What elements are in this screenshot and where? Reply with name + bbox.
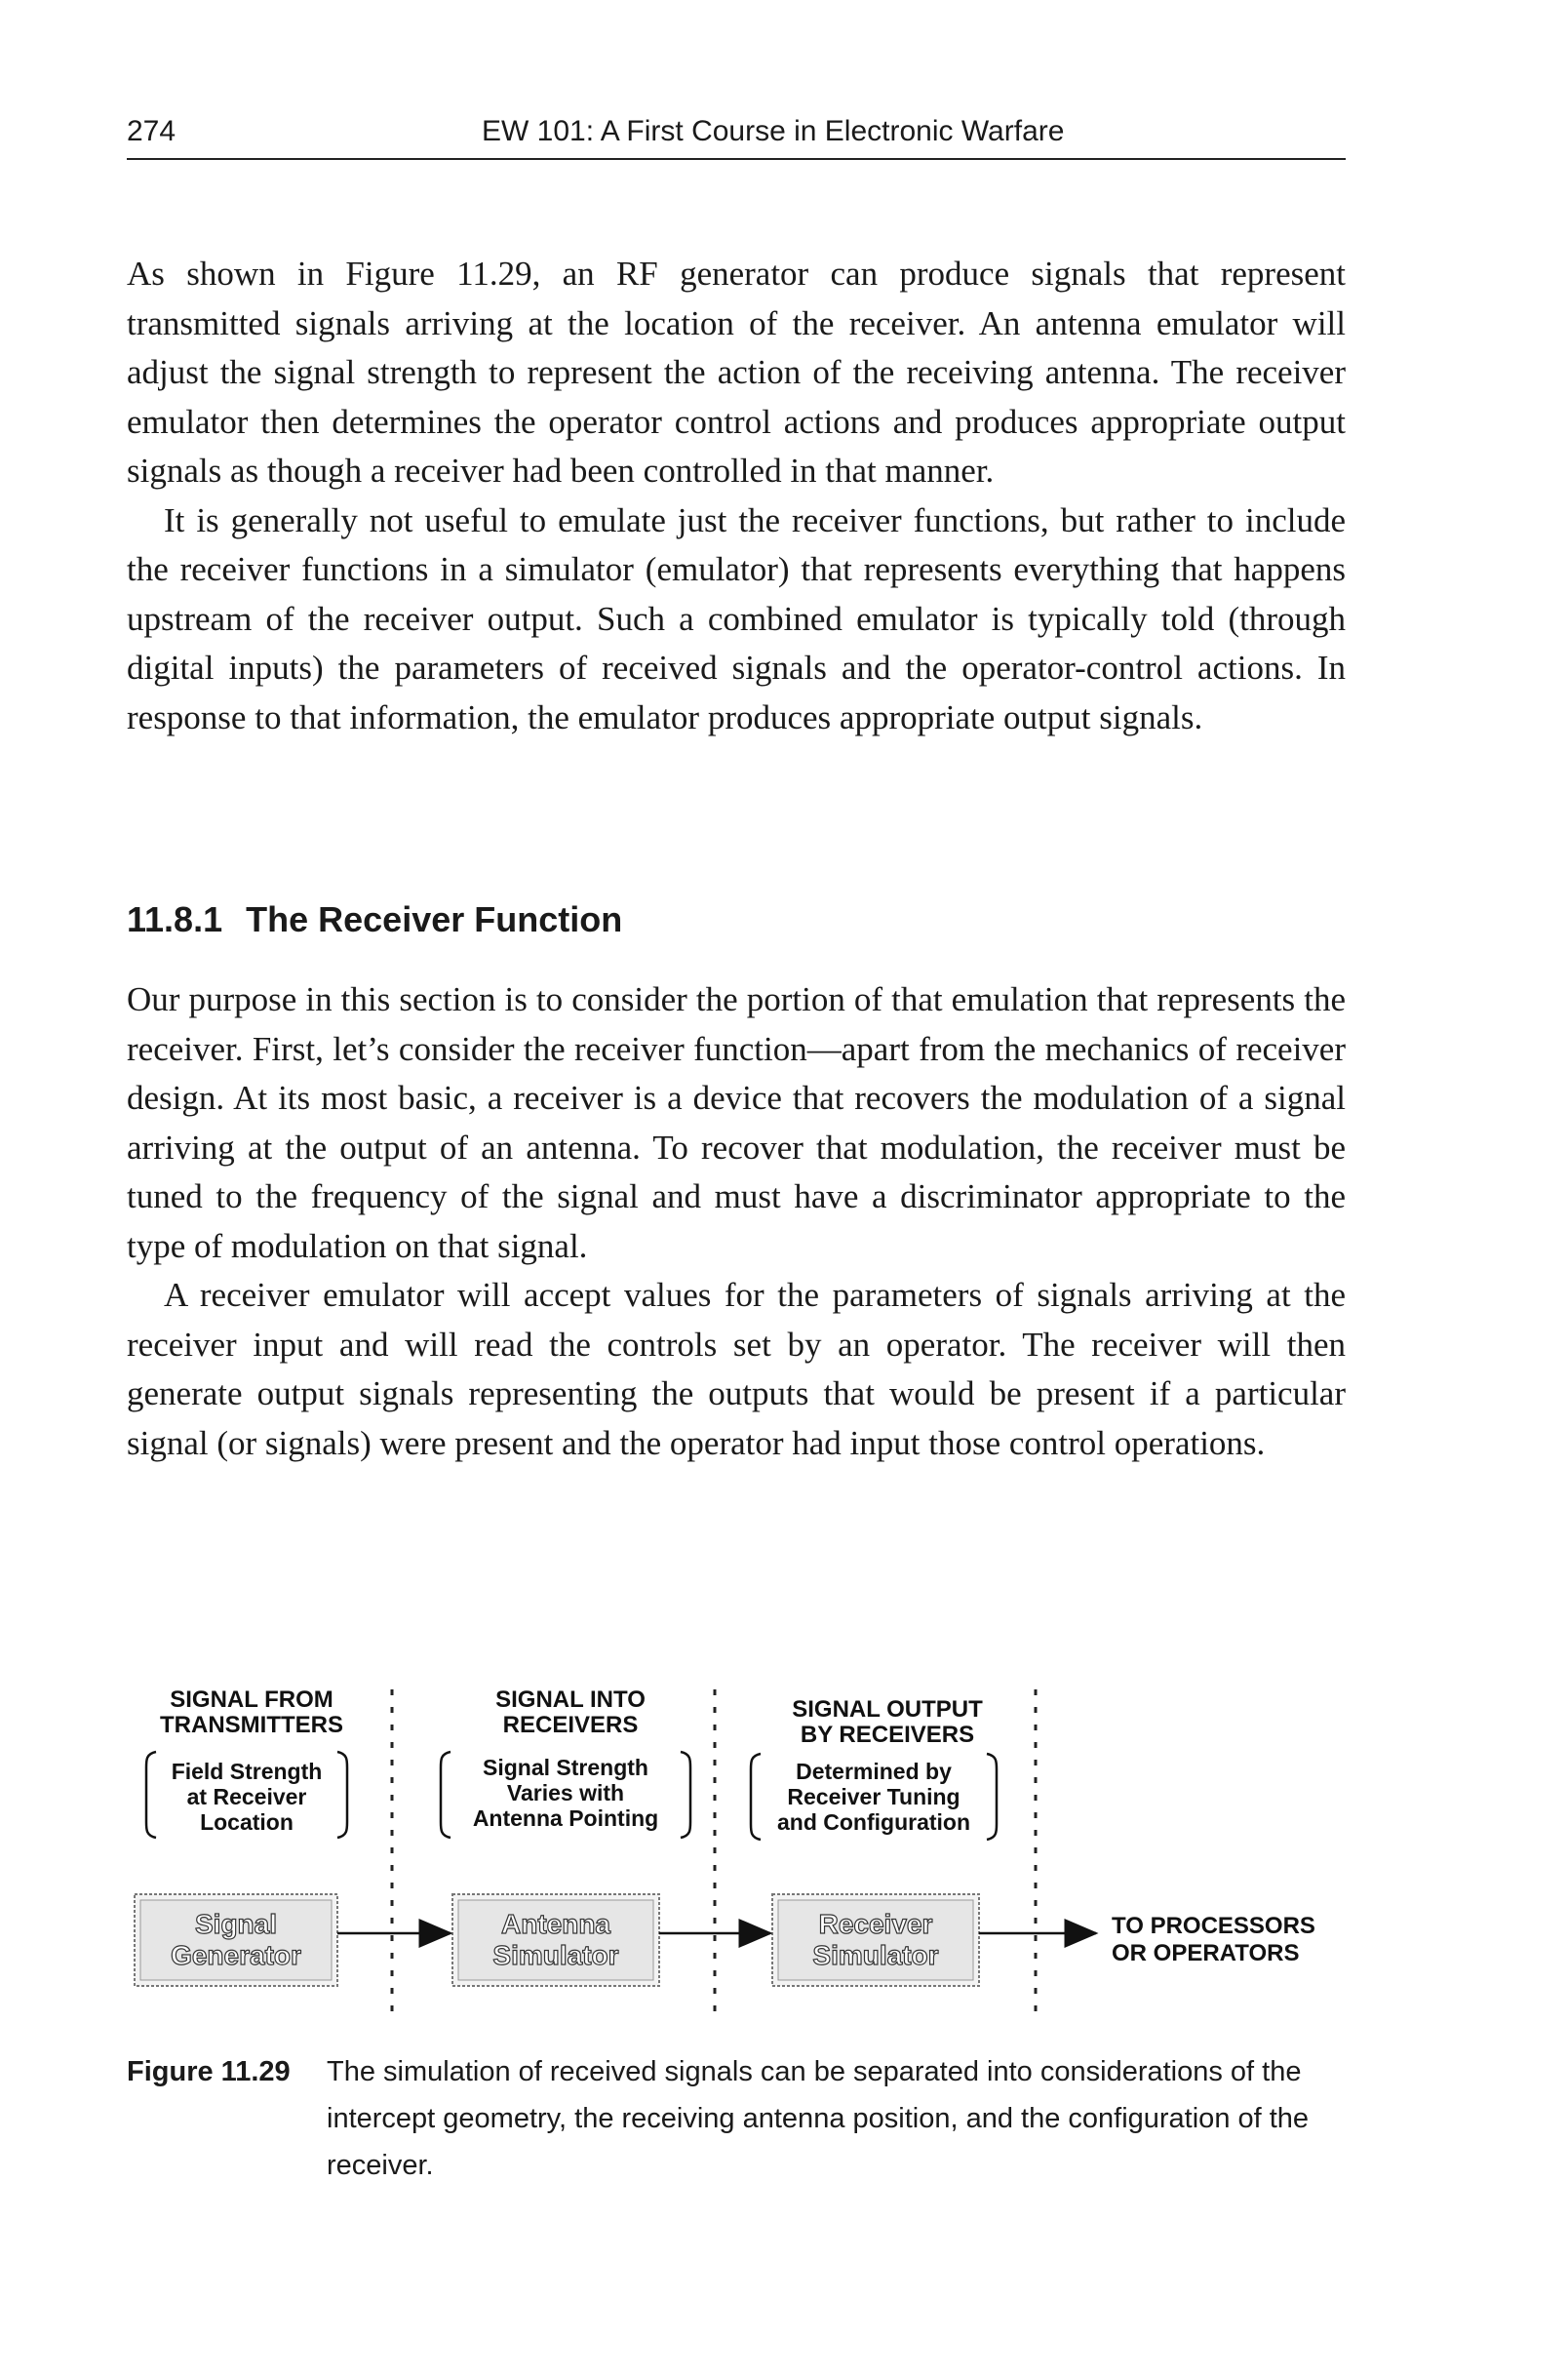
- col1-header-line2: TRANSMITTERS: [160, 1712, 343, 1738]
- col2-header-line1: SIGNAL INTO: [495, 1686, 646, 1713]
- running-title: EW 101: A First Course in Electronic Warfare: [482, 115, 1065, 147]
- block-2-line2: Simulator: [492, 1940, 619, 1970]
- col1-header-line1: SIGNAL FROM: [170, 1686, 333, 1713]
- col3-header-line2: BY RECEIVERS: [800, 1722, 975, 1748]
- receiver-simulator-block: [772, 1894, 979, 1986]
- note-1: [146, 1752, 347, 1838]
- note-2-line3: Antenna Pointing: [472, 1805, 659, 1831]
- output-line1: TO PROCESSORS: [1112, 1913, 1315, 1939]
- section-number: 11.8.1: [127, 899, 223, 939]
- signal-generator-block: [135, 1894, 337, 1986]
- section-heading: [127, 899, 622, 940]
- paragraph-4: A receiver emulator will accept values for the parameters of signals arriving at the receiver input and will read the controls set by an operator. The receiver will then generate output signals representing the outputs that would be present if a particular signal (or signals) were present and the operator had input those control operations.: [127, 1276, 1346, 1462]
- note-3-line1: Determined by: [796, 1759, 952, 1784]
- note-2-line2: Varies with: [506, 1780, 625, 1805]
- note-3: [751, 1754, 997, 1840]
- body-text-section: [127, 975, 1346, 1468]
- block-diagram: [127, 1678, 1394, 2039]
- note-2: [441, 1752, 690, 1838]
- figure-11-29: [127, 1678, 1394, 2039]
- paragraph-1: As shown in Figure 11.29, an RF generator can produce signals that represent transmitted signals arriving at the location of the receiver. An antenna emulator will adjust the signal strength to represent the action of the receiving antenna. The receiver emulator then determines the operator control actions and produces appropriate output signals as though a receiver had been controlled in that manner.: [127, 255, 1346, 490]
- note-3-line2: Receiver Tuning: [787, 1784, 960, 1809]
- note-3-line3: and Configuration: [776, 1809, 971, 1835]
- note-1-line3: Location: [200, 1809, 294, 1835]
- block-1-line1: Signal: [194, 1909, 278, 1939]
- paragraph-2: It is generally not useful to emulate just the receiver functions, but rather to include the receiver functions in a simulator (emulator) that represents everything that happens upstream of the receiver output. Such a combined emulator is typically told (through digital inputs) the parameters of received signals and the operator-control actions. In response to that information, the emulator produces appropriate output signals.: [127, 500, 1346, 736]
- block-3-line1: Receiver: [818, 1909, 933, 1939]
- col2-header-line2: RECEIVERS: [502, 1712, 639, 1738]
- block-3-line2: Simulator: [812, 1940, 939, 1970]
- page-number: 274: [127, 115, 176, 147]
- page-header: [127, 109, 1346, 160]
- body-text-top: [127, 250, 1346, 742]
- block-2-line1: Antenna: [501, 1909, 610, 1939]
- block-1-line2: Generator: [171, 1940, 301, 1970]
- paragraph-3: Our purpose in this section is to consider the portion of that emulation that represents the receiver. First, let’s consider the receiver function—apart from the mechanics of receiver design. At its most basic, a receiver is a device that recovers the modulation of a signal arriving at the output of an antenna. To recover that modulation, the receiver must be tuned to the frequency of the signal and must have a discriminator appropriate to the type of modulation on that signal.: [127, 980, 1346, 1265]
- col3-header-line1: SIGNAL OUTPUT: [792, 1696, 983, 1723]
- antenna-simulator-block: [452, 1894, 659, 1986]
- section-title: The Receiver Function: [246, 899, 623, 939]
- note-2-line1: Signal Strength: [483, 1755, 648, 1780]
- note-1-line2: at Receiver: [186, 1784, 307, 1809]
- caption-text: The simulation of received signals can be separated into considerations of the intercept geometry, the receiving antenna position, and the configuration of the receiver.: [327, 2056, 1310, 2181]
- note-1-line1: Field Strength: [171, 1759, 323, 1784]
- caption-label: Figure 11.29: [127, 2056, 291, 2087]
- output-line2: OR OPERATORS: [1112, 1940, 1300, 1966]
